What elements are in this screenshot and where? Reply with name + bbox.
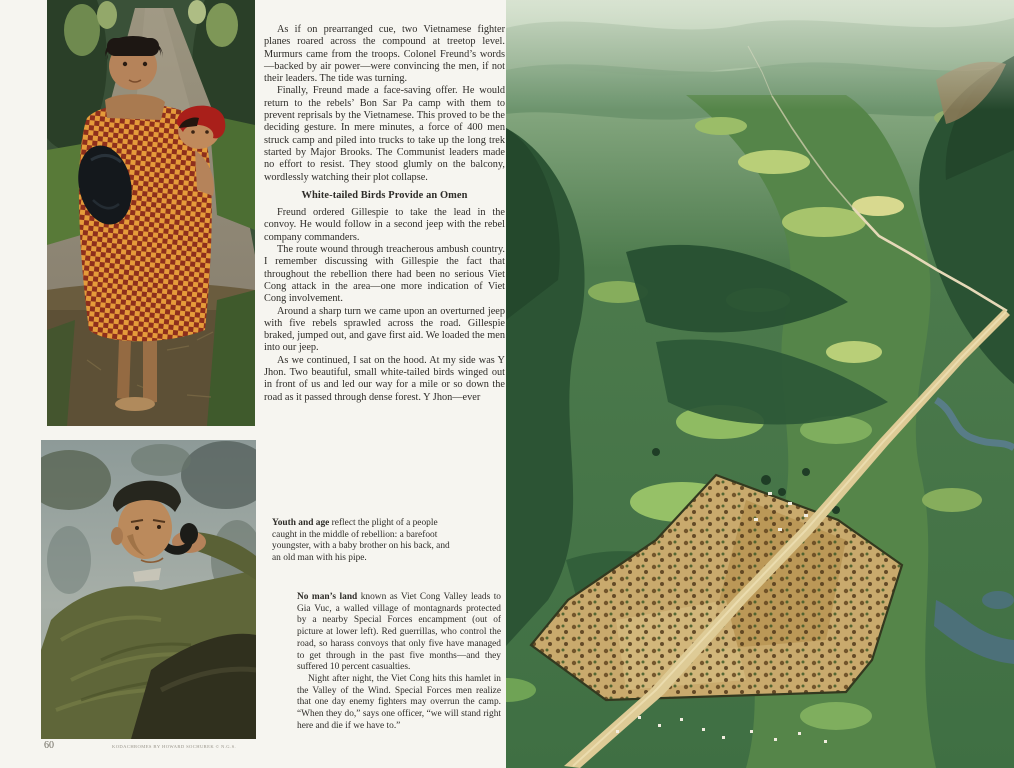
article-paragraph: Around a sharp turn we came upon an overturned jeep with five rebels sprawled across the road. Gillespie braked, jumped out, and gave first aid. We loaded the men into our jeep. — [264, 305, 505, 354]
caption-lead-in: Youth and age — [272, 518, 330, 528]
caption-lead-in: No man’s land — [297, 592, 358, 602]
article-paragraph: As we continued, I sat on the hood. At my side was Y Jhon. Two beautiful, small white-tailed birds winged out in front of us and led our way for a mile or so down the road as it passed through dense forest. Y Jhon—ever — [264, 354, 505, 403]
article-column — [264, 24, 505, 404]
article-paragraph: As if on prearranged cue, two Vietnamese fighter planes roared across the compound at treetop level. Murmurs came from the troops. Colonel Freund’s words—backed by air power—were convincing the men, if not their leaders. The tide was turning. — [264, 24, 505, 85]
section-heading: White-tailed Birds Provide an Omen — [301, 189, 468, 201]
caption-paragraph: Night after night, the Viet Cong hits this hamlet in the Valley of the Wind. Special Forces men realize that one day enemy fighters may overrun the camp. “When they do,” says one officer, “we will stand right here and die if we have to.” — [297, 673, 501, 731]
caption-text: reflect the plight of a people caught in the middle of rebellion: a barefoot youngster, with a baby brother on his back, and an old man with his pipe. — [272, 518, 450, 564]
photo-boy-with-baby — [47, 0, 255, 426]
article-paragraph: Freund ordered Gillespie to take the lead in the convoy. He would follow in a second jeep with the rebel company commanders. — [264, 207, 505, 243]
bare-feet — [115, 397, 155, 411]
ear — [111, 527, 123, 545]
photo-old-man-pipe — [41, 440, 256, 739]
man-face — [118, 497, 172, 559]
article-paragraph: The route wound through treacherous ambush country. I remember discussing with Gillespie the fact that throughout the rebellion there had been no serious Viet Cong attack in the area—one more indication of Viet Cong involvement. — [264, 244, 505, 305]
photo-credit: KODACHROMES BY HOWARD SOCHUREK © N.G.S. — [112, 744, 237, 749]
caption-text: known as Viet Cong Valley leads to Gia Vuc, a walled village of montagnards protected by a nearby Special Forces encampment (out of picture at lower left). Red guerrillas, who control the road, so harass convoys that only five have managed to get through in the past five months—and they suffered 10 percent casualties. — [297, 592, 501, 673]
photo-aerial-valley — [506, 0, 1014, 768]
boy-hair — [107, 38, 159, 56]
caption-no-mans-land — [297, 592, 501, 732]
page-number: 60 — [44, 740, 54, 751]
caption-youth-and-age — [272, 518, 457, 565]
article-paragraph: Finally, Freund made a face-saving offer. He would return to the rebels’ Bon Sar Pa camp with them to prevent reprisals by the Vietnamese. This proved to be the deciding gesture. In mere minutes, a force of 400 men struck camp and piled into trucks to take up the long trek started by Major Brooks. The Communist leaders made no effort to resist. They stood glumly on the balcony, wordlessly watching their plot collapse. — [264, 85, 505, 183]
atmospheric-haze — [506, 0, 1014, 110]
